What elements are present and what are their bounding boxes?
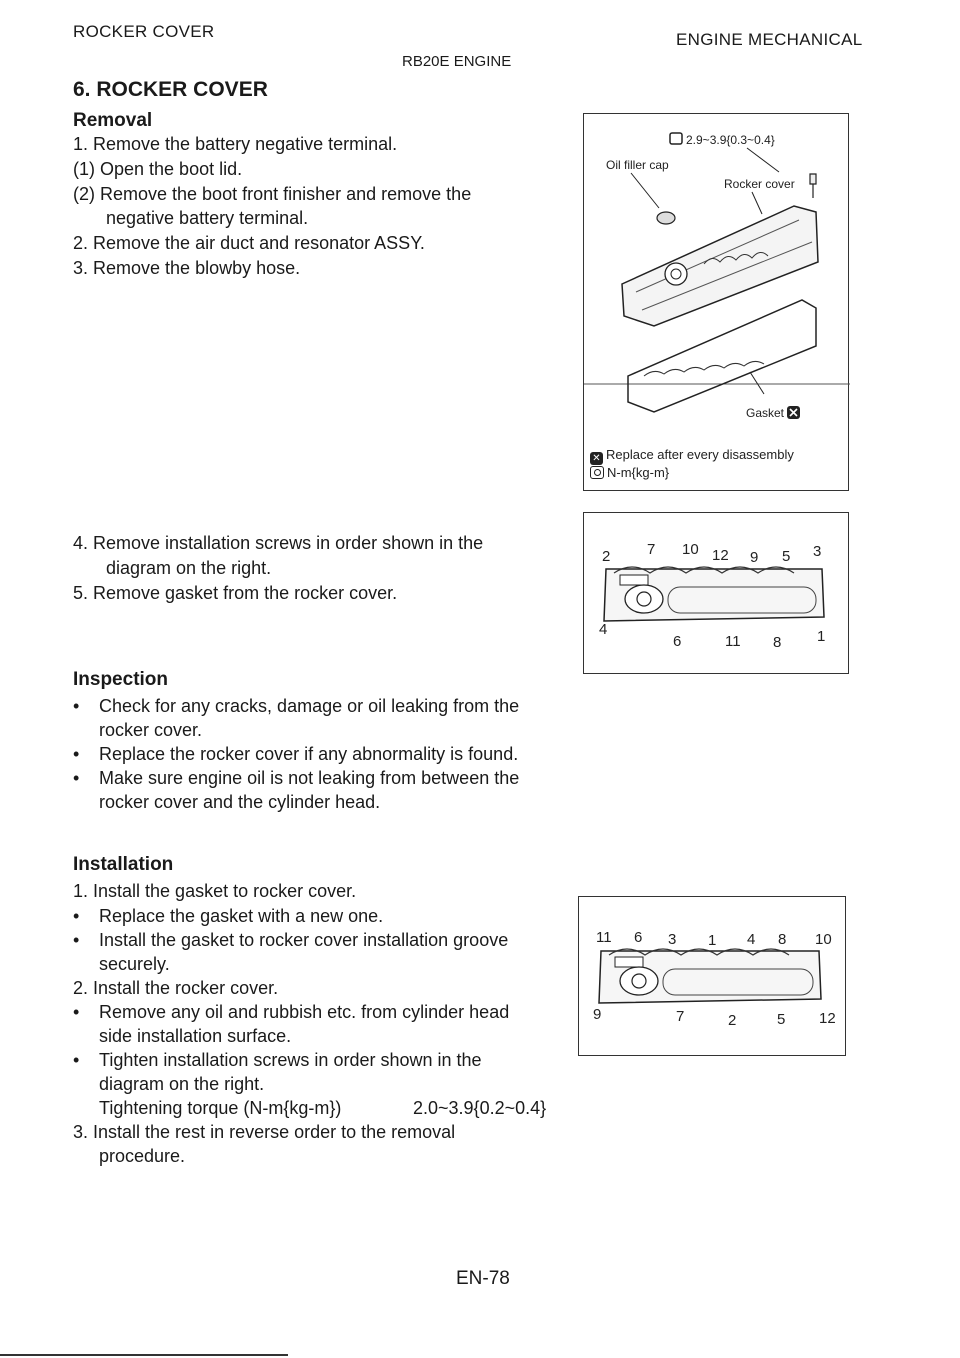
removal-num-2: 2 (602, 548, 611, 565)
removal-order-figure (583, 512, 849, 674)
removal-num-4: 4 (599, 621, 608, 638)
removal-num-11: 11 (725, 633, 741, 650)
removal-step-3: 3. Remove the blowby hose. (73, 258, 301, 278)
inspection-bullet-3: • Make sure engine oil is not leaking from between the (73, 768, 520, 788)
install-num-6: 6 (634, 929, 643, 946)
install-num-5: 5 (777, 1011, 786, 1028)
rocker-cover-label: Rocker cover (724, 177, 795, 191)
installation-text-1: Replace the gasket with a new one. (99, 906, 384, 926)
torque-text: 2.9~3.9{0.3~0.4} (686, 133, 775, 147)
removal-step-1-2: (2) Remove the boot front finisher and remove the (73, 184, 472, 204)
inspection-bullet-2: • Replace the rocker cover if any abnormality is found. (73, 744, 519, 764)
install-num-8: 8 (778, 931, 787, 948)
torque-icon (670, 133, 682, 144)
header-left: ROCKER COVER (73, 22, 215, 41)
removal-step-1-1: (1) Open the boot lid. (73, 159, 243, 179)
install-num-4: 4 (747, 931, 756, 948)
rocker-cover-figure (583, 113, 849, 491)
inspection-text-1: Check for any cracks, damage or oil leaking from the (99, 696, 520, 716)
installation-step-1: 1. Install the gasket to rocker cover. (73, 881, 357, 901)
install-num-1: 1 (708, 932, 717, 949)
inspection-text-3: Make sure engine oil is not leaking from between the (99, 768, 520, 788)
torque-label: Tightening torque (N-m{kg-m}) (99, 1098, 342, 1118)
installation-order-drawing (579, 897, 847, 1057)
installation-step-3-cont: procedure. (99, 1146, 186, 1166)
install-num-7: 7 (676, 1008, 685, 1025)
removal-step-5: 5. Remove gasket from the rocker cover. (73, 583, 398, 603)
removal-order-drawing (584, 513, 850, 675)
installation-text-4: Tighten installation screws in order shown in the (99, 1050, 482, 1070)
oil-filler-cap-label: Oil filler cap (606, 158, 669, 172)
removal-num-8: 8 (773, 634, 782, 651)
removal-num-3: 3 (813, 543, 822, 560)
removal-num-7: 7 (647, 541, 656, 558)
oil-filler-cap-shape (657, 212, 675, 224)
installation-text-2-cont: securely. (99, 954, 170, 974)
install-num-11: 11 (596, 929, 612, 946)
installation-step-3: 3. Install the rest in reverse order to the removal (73, 1122, 456, 1142)
installation-bullet-1: • Replace the gasket with a new one. (73, 906, 384, 926)
installation-bullet-2: • Install the gasket to rocker cover installation groove (73, 930, 509, 950)
installation-bullet-4: • Tighten installation screws in order shown in the (73, 1050, 482, 1070)
install-num-10: 10 (815, 931, 832, 948)
installation-bullet-3: • Remove any oil and rubbish etc. from cylinder head (73, 1002, 510, 1022)
removal-step-2: 2. Remove the air duct and resonator ASSY. (73, 233, 425, 253)
page-number: EN-78 (456, 1268, 510, 1289)
section-title: 6. ROCKER COVER (73, 78, 268, 101)
torque-value: 2.0~3.9{0.2~0.4} (413, 1098, 547, 1118)
bolt-shape (810, 174, 816, 198)
legend-replace: ✕ Replace after every disassembly (590, 447, 794, 465)
removal-num-6: 6 (673, 633, 682, 650)
installation-text-2: Install the gasket to rocker cover installation groove (99, 930, 509, 950)
gasket-label: Gasket (746, 406, 785, 420)
inspection-text-1-cont: rocker cover. (99, 720, 203, 740)
removal-num-9: 9 (750, 549, 759, 566)
header-right: ENGINE MECHANICAL (676, 30, 863, 49)
installation-order-figure (578, 896, 846, 1056)
replace-legend-icon: ✕ (590, 452, 603, 465)
rocker-cover-drawing (584, 114, 850, 492)
removal-step-4: 4. Remove installation screws in order shown in the (73, 533, 484, 553)
inspection-text-3-cont: rocker cover and the cylinder head. (99, 792, 381, 812)
install-num-12: 12 (819, 1010, 836, 1027)
torque-legend-icon (590, 466, 604, 479)
removal-heading: Removal (73, 110, 153, 131)
install-num-9: 9 (593, 1006, 602, 1023)
installation-text-4-cont: diagram on the right. (99, 1074, 265, 1094)
inspection-heading: Inspection (73, 669, 169, 690)
install-num-2: 2 (728, 1012, 737, 1029)
removal-num-1: 1 (817, 628, 826, 645)
rocker-cover-shape (622, 206, 818, 326)
header-engine: RB20E ENGINE (402, 53, 512, 70)
install-num-3: 3 (668, 931, 677, 948)
installation-heading: Installation (73, 854, 174, 875)
removal-num-5: 5 (782, 548, 791, 565)
installation-text-3: Remove any oil and rubbish etc. from cylinder head (99, 1002, 510, 1022)
removal-num-12: 12 (712, 547, 729, 564)
inspection-bullet-1: • Check for any cracks, damage or oil leaking from the (73, 696, 520, 716)
footer-rule (0, 1354, 288, 1356)
installation-text-3-cont: side installation surface. (99, 1026, 292, 1046)
legend-unit: N-m{kg-m} (590, 465, 669, 480)
removal-step-1-2-cont: negative battery terminal. (106, 208, 309, 228)
removal-num-10: 10 (682, 541, 699, 558)
removal-step-1: 1. Remove the battery negative terminal. (73, 134, 398, 154)
inspection-text-2: Replace the rocker cover if any abnormality is found. (99, 744, 519, 764)
removal-step-4-cont: diagram on the right. (106, 558, 272, 578)
installation-step-2: 2. Install the rocker cover. (73, 978, 279, 998)
